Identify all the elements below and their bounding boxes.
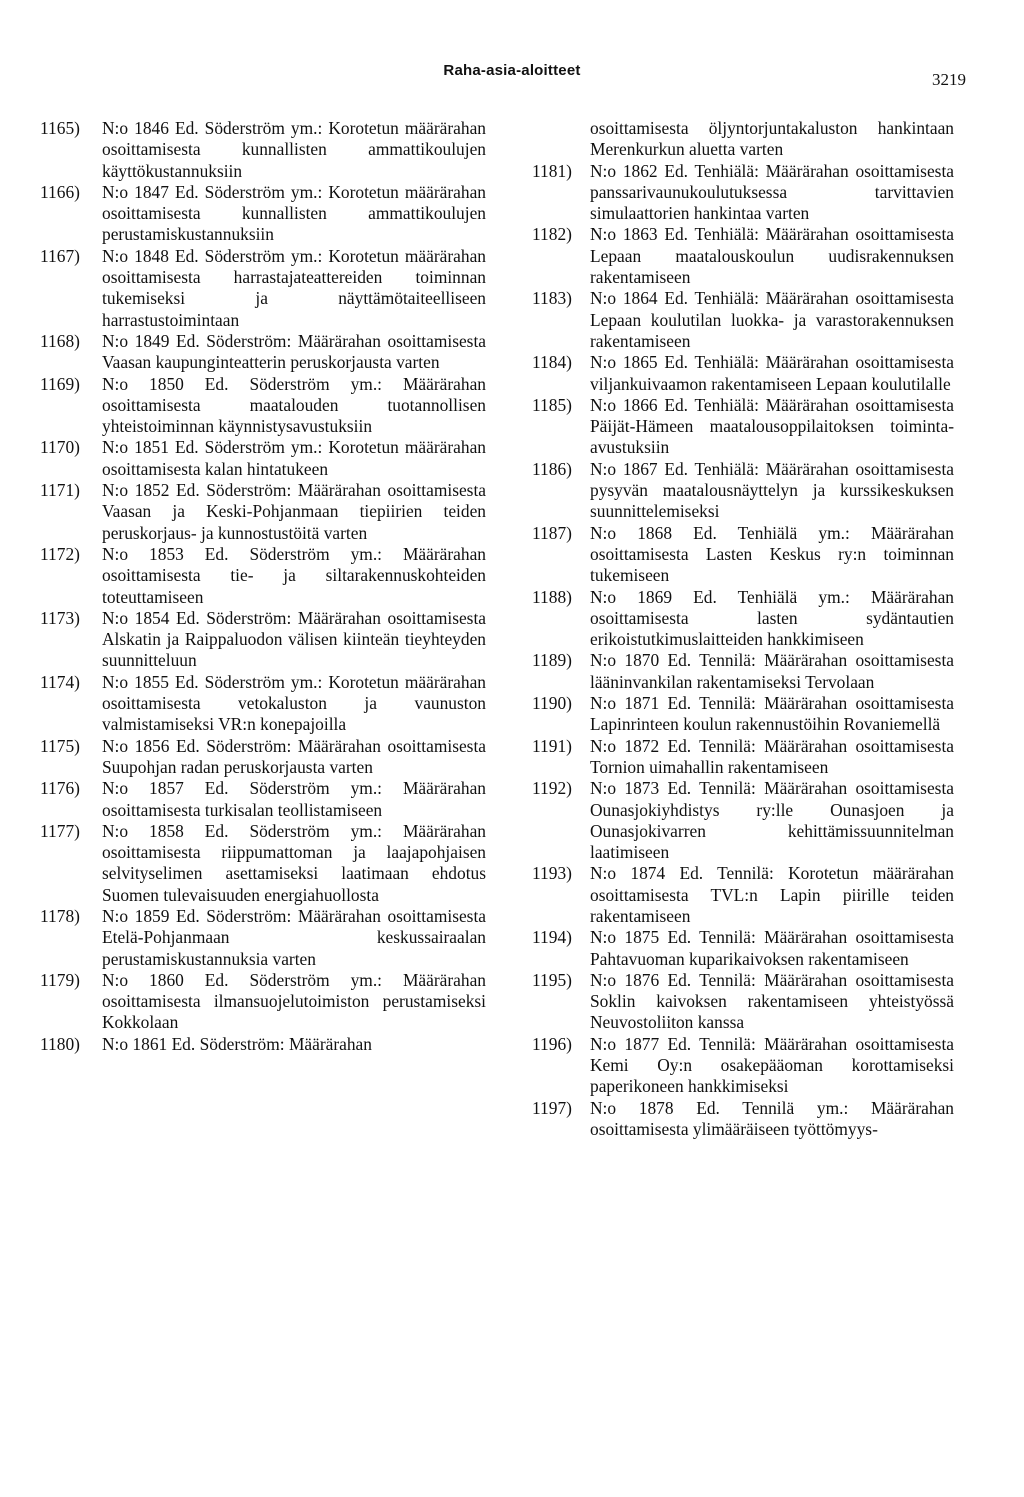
item-number: 1188) <box>532 586 572 607</box>
item-text: N:o 1854 Ed. Söderström: Määrärahan osoittamisesta Alskatin ja Raippaluodon välisen kiinteän tieyhteyden suunnitteluun <box>102 607 486 671</box>
item-text: N:o 1866 Ed. Tenhiälä: Määrärahan osoittamisesta Päijät-Hämeen maatalousoppilaitoksen toiminta-avustuksiin <box>590 394 954 458</box>
item-number: 1166) <box>40 181 80 202</box>
item-text: N:o 1848 Ed. Söderström ym.: Korotetun määrärahan osoittamisesta harrastajateattereiden toiminnan tukemiseksi ja näyttämötaiteelliseen harrastustoimintaan <box>102 245 486 330</box>
item-number: 1197) <box>532 1097 572 1118</box>
item-text: N:o 1852 Ed. Söderström: Määrärahan osoittamisesta Vaasan ja Keski-Pohjanmaan tiepiirien teiden peruskorjaus- ja kunnostustöitä varten <box>102 480 486 543</box>
item-text: N:o 1874 Ed. Tennilä: Korotetun määrärahan osoittamisesta TVL:n Lapin piirille teiden rakentamiseen <box>590 863 954 926</box>
item-number: 1177) <box>40 820 80 841</box>
list-item <box>40 246 486 331</box>
item-number: 1190) <box>532 693 572 714</box>
list-item <box>532 523 954 587</box>
item-number: 1168) <box>40 330 80 351</box>
item-number: 1195) <box>532 969 572 990</box>
item-text: N:o 1849 Ed. Söderström: Määrärahan osoittamisesta Vaasan kaupunginteatterin peruskorjausta varten <box>102 330 486 373</box>
item-text: N:o 1860 Ed. Söderström ym.: Määrärahan osoittamisesta ilmansuojelutoimiston perustamiseksi Kokkolaan <box>102 969 486 1033</box>
item-number: 1187) <box>532 522 572 543</box>
list-item <box>532 395 954 459</box>
list-item <box>40 608 486 672</box>
item-number: 1176) <box>40 778 80 799</box>
list-item <box>40 906 486 970</box>
item-text: N:o 1876 Ed. Tennilä: Määrärahan osoittamisesta Soklin kaivoksen rakentamiseen yhteistyössä Neuvostoliiton kanssa <box>590 969 954 1033</box>
item-text: N:o 1859 Ed. Söderström: Määrärahan osoittamisesta Etelä-Pohjanmaan keskussairaalan perustamiskustannuksia varten <box>102 905 486 969</box>
item-text: N:o 1871 Ed. Tennilä: Määrärahan osoittamisesta Lapinrinteen koulun rakennustöihin Rovaniemellä <box>590 693 954 735</box>
list-item <box>40 778 486 821</box>
running-head: Raha-asia-aloitteet <box>443 62 581 79</box>
list-item <box>532 650 954 693</box>
list-item <box>40 437 486 480</box>
list-item <box>40 182 486 246</box>
item-text: N:o 1867 Ed. Tenhiälä: Määrärahan osoittamisesta pysyvän maatalousnäyttelyn ja kurssikeskuksen suunnittelemiseksi <box>590 458 954 522</box>
list-item <box>40 736 486 779</box>
item-number: 1194) <box>532 927 572 948</box>
item-number: 1172) <box>40 543 80 564</box>
list-item <box>532 459 954 523</box>
list-item <box>40 970 486 1034</box>
list-item <box>40 672 486 736</box>
item-text: N:o 1868 Ed. Tenhiälä ym.: Määrärahan osoittamisesta Lasten Keskus ry:n toiminnan tukemiseen <box>590 522 954 586</box>
item-number: 1192) <box>532 778 572 799</box>
list-item <box>532 352 954 395</box>
list-item <box>40 1034 486 1055</box>
list-item <box>532 1098 954 1141</box>
item-text: N:o 1850 Ed. Söderström ym.: Määrärahan osoittamisesta maatalouden tuotannollisen yhteistoiminnan käynnistysavustuksiin <box>102 373 486 437</box>
item-number: 1185) <box>532 394 572 415</box>
item-number: 1178) <box>40 905 80 926</box>
continuation-text: osoittamisesta öljyntorjuntakaluston hankintaan Merenkurkun aluetta varten <box>590 118 954 160</box>
item-text: N:o 1857 Ed. Söderström ym.: Määrärahan osoittamisesta turkisalan teollistamiseen <box>102 778 486 820</box>
item-number: 1181) <box>532 160 572 181</box>
item-number: 1179) <box>40 969 80 990</box>
item-number: 1167) <box>40 245 80 266</box>
item-text: N:o 1864 Ed. Tenhiälä: Määrärahan osoittamisesta Lepaan koulutilan luokka- ja varastorakennuksen rakentamiseen <box>590 288 954 351</box>
item-text: N:o 1851 Ed. Söderström ym.: Korotetun määrärahan osoittamisesta kalan hintatukeen <box>102 437 486 479</box>
item-number: 1186) <box>532 458 572 479</box>
item-number: 1196) <box>532 1033 572 1054</box>
item-text: N:o 1855 Ed. Söderström ym.: Korotetun määrärahan osoittamisesta vetokaluston ja vaunuston valmistamiseksi VR:n konepajoilla <box>102 671 486 735</box>
item-text: N:o 1875 Ed. Tennilä: Määrärahan osoittamisesta Pahtavuoman kuparikaivoksen rakentamiseen <box>590 927 954 969</box>
list-item <box>532 587 954 651</box>
list-item <box>532 736 954 779</box>
item-number: 1189) <box>532 650 572 671</box>
list-item <box>40 821 486 906</box>
right-column <box>532 118 954 1140</box>
list-item <box>40 480 486 544</box>
item-number: 1169) <box>40 373 80 394</box>
list-item <box>532 693 954 736</box>
item-text: N:o 1846 Ed. Söderström ym.: Korotetun määrärahan osoittamisesta kunnallisten ammattikoulujen käyttökustannuksiin <box>102 118 486 181</box>
list-item <box>40 118 486 182</box>
item-text: N:o 1863 Ed. Tenhiälä: Määrärahan osoittamisesta Lepaan maatalouskoulun uudisrakennuksen rakentamiseen <box>590 224 954 288</box>
item-number: 1180) <box>40 1033 80 1054</box>
list-item <box>40 544 486 608</box>
item-number: 1174) <box>40 671 80 692</box>
list-item <box>532 161 954 225</box>
left-column <box>40 118 486 1055</box>
list-item <box>532 927 954 970</box>
item-number: 1183) <box>532 288 572 309</box>
list-item <box>532 1034 954 1098</box>
item-number: 1175) <box>40 735 80 756</box>
list-item <box>40 331 486 374</box>
item-number: 1165) <box>40 118 80 138</box>
item-number: 1191) <box>532 735 572 756</box>
item-number: 1182) <box>532 224 572 245</box>
item-text: N:o 1869 Ed. Tenhiälä ym.: Määrärahan osoittamisesta lasten sydäntautien erikoistutkimuslaitteiden hankkimiseen <box>590 586 954 650</box>
item-text: N:o 1870 Ed. Tennilä: Määrärahan osoittamisesta lääninvankilan rakentamiseksi Tervolaan <box>590 650 954 692</box>
list-item <box>40 374 486 438</box>
right-column-entries <box>532 161 954 1141</box>
item-text: N:o 1858 Ed. Söderström ym.: Määrärahan osoittamisesta riippumattoman ja laajapohjaisen selvityselimen asettamiseksi laatimaan ehdotus Suomen tulevaisuuden energiahuollosta <box>102 820 486 905</box>
list-item <box>532 778 954 863</box>
list-item <box>532 288 954 352</box>
list-item <box>532 863 954 927</box>
item-number: 1173) <box>40 607 80 628</box>
item-text: N:o 1878 Ed. Tennilä ym.: Määrärahan osoittamisesta ylimääräiseen työttömyys- <box>590 1097 954 1139</box>
item-text: N:o 1872 Ed. Tennilä: Määrärahan osoittamisesta Tornion uimahallin rakentamiseen <box>590 735 954 777</box>
item-text: N:o 1861 Ed. Söderström: Määrärahan <box>102 1033 372 1054</box>
item-text: N:o 1873 Ed. Tennilä: Määrärahan osoittamisesta Ounasjokiyhdistys ry:lle Ounasjoen ja Ounasjokivarren kehittämissuunnitelman laatimiseen <box>590 778 954 863</box>
item-text: N:o 1856 Ed. Söderström: Määrärahan osoittamisesta Suupohjan radan peruskorjausta varten <box>102 735 486 777</box>
item-number: 1193) <box>532 863 572 884</box>
item-text: N:o 1862 Ed. Tenhiälä: Määrärahan osoittamisesta panssarivaunukoulutuksessa tarvittavien simulaattorien hankintaa varten <box>590 160 954 224</box>
item-number: 1170) <box>40 437 80 458</box>
item-text: N:o 1877 Ed. Tennilä: Määrärahan osoittamisesta Kemi Oy:n osakepääoman korottamiseksi paperikoneen hankkimiseksi <box>590 1033 954 1097</box>
item-number: 1171) <box>40 480 80 501</box>
page-number: 3219 <box>932 70 966 89</box>
item-number: 1184) <box>532 352 572 373</box>
item-text: N:o 1847 Ed. Söderström ym.: Korotetun määrärahan osoittamisesta kunnallisten ammattikoulujen perustamiskustannuksiin <box>102 181 486 245</box>
item-text: N:o 1853 Ed. Söderström ym.: Määrärahan osoittamisesta tie- ja siltarakennuskohteiden toteuttamiseen <box>102 543 486 607</box>
list-item <box>532 224 954 288</box>
item-text: N:o 1865 Ed. Tenhiälä: Määrärahan osoittamisesta viljankuivaamon rakentamiseen Lepaan koulutilalle <box>590 352 954 394</box>
list-item <box>532 970 954 1034</box>
